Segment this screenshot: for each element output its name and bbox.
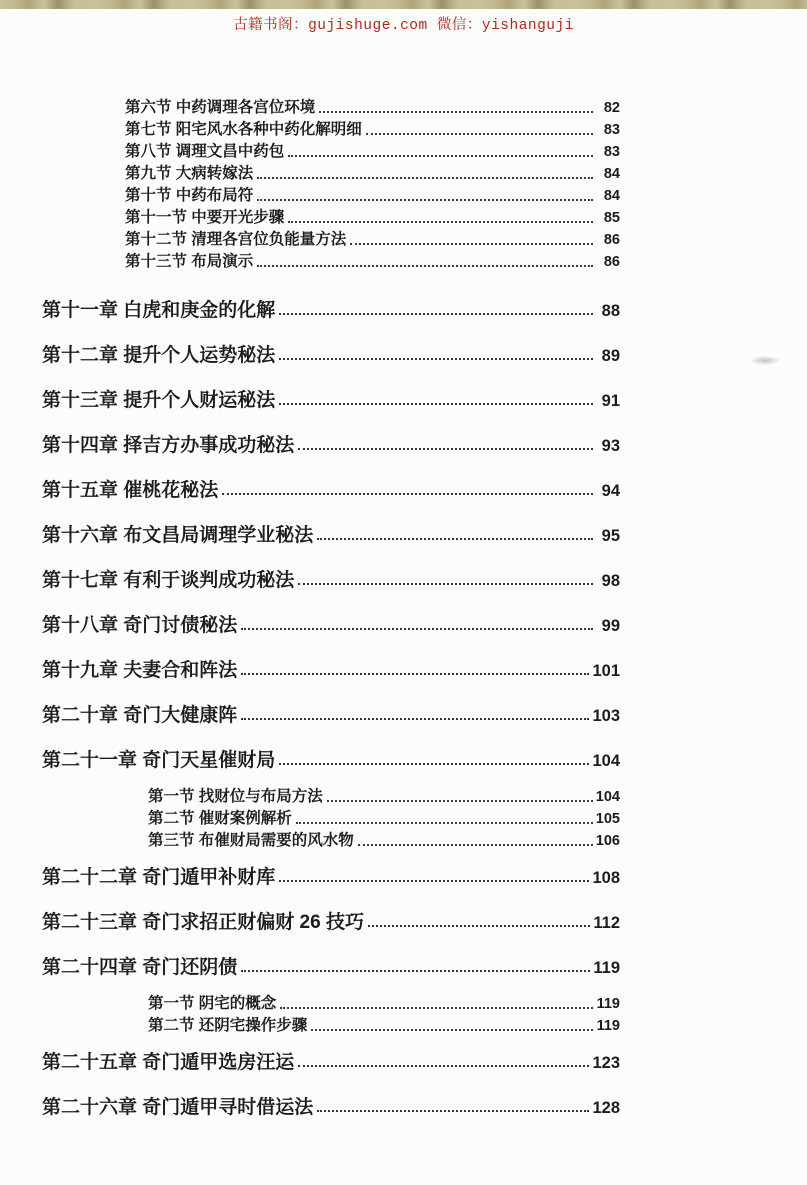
- toc-entry-page: 119: [596, 1018, 620, 1034]
- toc-entry-label: 第二十五章 奇门遁甲选房汪运: [42, 1052, 295, 1073]
- toc-entry-label: 第十九章 夫妻合和阵法: [42, 660, 238, 681]
- toc-entry-page: 84: [603, 188, 620, 204]
- dot-leader: [241, 673, 589, 675]
- toc-entry: [42, 830, 620, 852]
- watermark-header: 古籍书阁：gujishuge.com 微信：yishanguji: [233, 18, 574, 34]
- toc-entry-page: 104: [595, 789, 620, 805]
- toc-entry: [42, 993, 620, 1015]
- toc-entry-page: 93: [601, 437, 620, 455]
- toc-entry-label: 第十一章 白虎和庚金的化解: [42, 300, 276, 321]
- dot-leader: [257, 199, 593, 201]
- toc-entry-page: 123: [592, 1054, 620, 1072]
- toc-entry-label: 第九节 大病转嫁法: [125, 165, 254, 182]
- dot-leader: [319, 111, 593, 113]
- toc-entry: [42, 786, 620, 808]
- dot-leader: [288, 155, 593, 157]
- dot-leader: [280, 1007, 593, 1009]
- toc-entry-page: 104: [592, 752, 620, 770]
- toc-entry-label: 第三节 布催财局需要的风水物: [148, 832, 354, 849]
- toc-entry-page: 119: [596, 996, 620, 1012]
- dot-leader: [279, 763, 589, 765]
- toc-entry-page: 86: [603, 254, 620, 270]
- toc-entry-page: 84: [603, 166, 620, 182]
- dot-leader: [279, 880, 589, 882]
- toc-entry-page: 85: [603, 210, 620, 226]
- toc-entry: [42, 163, 620, 185]
- toc-entry-page: 91: [601, 392, 620, 410]
- dot-leader: [257, 177, 593, 179]
- toc-entry-label: 第十二章 提升个人运势秘法: [42, 345, 276, 366]
- dot-leader: [296, 822, 593, 824]
- toc-entry-label: 第一节 找财位与布局方法: [148, 788, 323, 805]
- toc-entry-label: 第十三章 提升个人财运秘法: [42, 390, 276, 411]
- dot-leader: [257, 265, 593, 267]
- toc-entry: [42, 808, 620, 830]
- toc-entry-page: 99: [601, 617, 620, 635]
- toc-entry: [42, 251, 620, 273]
- toc-entry-label: 第十一节 中要开光步骤: [125, 209, 285, 226]
- dot-leader: [368, 925, 590, 927]
- toc-entry: [42, 479, 620, 502]
- toc-entry: [42, 299, 620, 322]
- toc-entry-label: 第十四章 择吉方办事成功秘法: [42, 435, 295, 456]
- dot-leader: [298, 583, 593, 585]
- toc-entry-label: 第十三节 布局演示: [125, 253, 254, 270]
- dot-leader: [288, 221, 593, 223]
- toc-entry: [42, 704, 620, 727]
- toc-entry-label: 第六节 中药调理各宫位环境: [125, 99, 316, 116]
- toc-entry-page: 98: [601, 572, 620, 590]
- toc-entry: [42, 344, 620, 367]
- toc-entry-page: 103: [592, 707, 620, 725]
- dot-leader: [279, 358, 593, 360]
- toc-entry: [42, 1051, 620, 1074]
- toc-entry-page: 88: [601, 302, 620, 320]
- toc-entry-label: 第十节 中药布局符: [125, 187, 254, 204]
- toc-entry-label: 第二十四章 奇门还阴债: [42, 957, 238, 978]
- dot-leader: [298, 448, 593, 450]
- toc-entry: [42, 866, 620, 889]
- dot-leader: [317, 538, 593, 540]
- toc-entry-label: 第二十一章 奇门天星催财局: [42, 750, 276, 771]
- dot-leader: [327, 800, 593, 802]
- dot-leader: [241, 970, 590, 972]
- dot-leader: [358, 844, 593, 846]
- toc-entry: [42, 119, 620, 141]
- dot-leader: [279, 313, 593, 315]
- toc-entry: [42, 749, 620, 772]
- toc-entry: [42, 97, 620, 119]
- scan-edge-strip: [0, 0, 807, 9]
- toc-entry: [42, 524, 620, 547]
- toc-entry-label: 第十五章 催桃花秘法: [42, 480, 219, 501]
- toc-entry-label: 第七节 阳宅风水各种中药化解明细: [125, 121, 362, 138]
- toc-entry-page: 108: [592, 869, 620, 887]
- toc-entry-label: 第二节 催财案例解析: [148, 810, 292, 827]
- toc-entry: [42, 569, 620, 592]
- scan-artifact: [750, 356, 780, 365]
- dot-leader: [298, 1065, 589, 1067]
- toc-entry-page: 112: [593, 914, 620, 932]
- toc-entry: [42, 229, 620, 251]
- dot-leader: [279, 403, 593, 405]
- dot-leader: [350, 243, 593, 245]
- toc-entry-page: 101: [592, 662, 620, 680]
- toc-entry-page: 86: [603, 232, 620, 248]
- toc-entry-page: 95: [601, 527, 620, 545]
- toc-entry-label: 第十六章 布文昌局调理学业秘法: [42, 525, 314, 546]
- toc-entry: [42, 434, 620, 457]
- toc-entry: [42, 956, 620, 979]
- toc-entry-label: 第二十六章 奇门遁甲寻时借运法: [42, 1097, 314, 1118]
- toc-entry-label: 第一节 阴宅的概念: [148, 995, 277, 1012]
- toc-entry-page: 106: [595, 833, 620, 849]
- toc-entry-page: 89: [601, 347, 620, 365]
- toc-entry-label: 第十二节 清理各宫位负能量方法: [125, 231, 347, 248]
- dot-leader: [222, 493, 593, 495]
- toc-entry-page: 105: [595, 811, 620, 827]
- toc-entry-label: 第二节 还阴宅操作步骤: [148, 1017, 308, 1034]
- toc-entry-label: 第八节 调理文昌中药包: [125, 143, 285, 160]
- dot-leader: [241, 718, 589, 720]
- toc-entry: [42, 141, 620, 163]
- toc-entry-label: 第二十章 奇门大健康阵: [42, 705, 238, 726]
- toc-entry: [42, 911, 620, 934]
- dot-leader: [311, 1029, 593, 1031]
- toc-entry: [42, 185, 620, 207]
- dot-leader: [317, 1110, 589, 1112]
- toc-entry: [42, 389, 620, 412]
- toc-list: [42, 97, 620, 1119]
- dot-leader: [241, 628, 593, 630]
- toc-entry-page: 83: [603, 144, 620, 160]
- toc-entry: [42, 614, 620, 637]
- toc-entry: [42, 1015, 620, 1037]
- toc-entry: [42, 1096, 620, 1119]
- toc-entry-page: 83: [603, 122, 620, 138]
- toc-entry: [42, 659, 620, 682]
- toc-entry-label: 第二十三章 奇门求招正财偏财 26 技巧: [42, 912, 364, 933]
- toc-entry-page: 94: [601, 482, 620, 500]
- toc-entry-label: 第十八章 奇门讨债秘法: [42, 615, 238, 636]
- toc-entry: [42, 207, 620, 229]
- dot-leader: [366, 133, 593, 135]
- toc-entry-label: 第二十二章 奇门遁甲补财库: [42, 867, 276, 888]
- toc-entry-page: 82: [603, 100, 620, 116]
- toc-entry-label: 第十七章 有利于谈判成功秘法: [42, 570, 295, 591]
- toc-entry-page: 128: [592, 1099, 620, 1117]
- toc-entry-page: 119: [593, 959, 620, 977]
